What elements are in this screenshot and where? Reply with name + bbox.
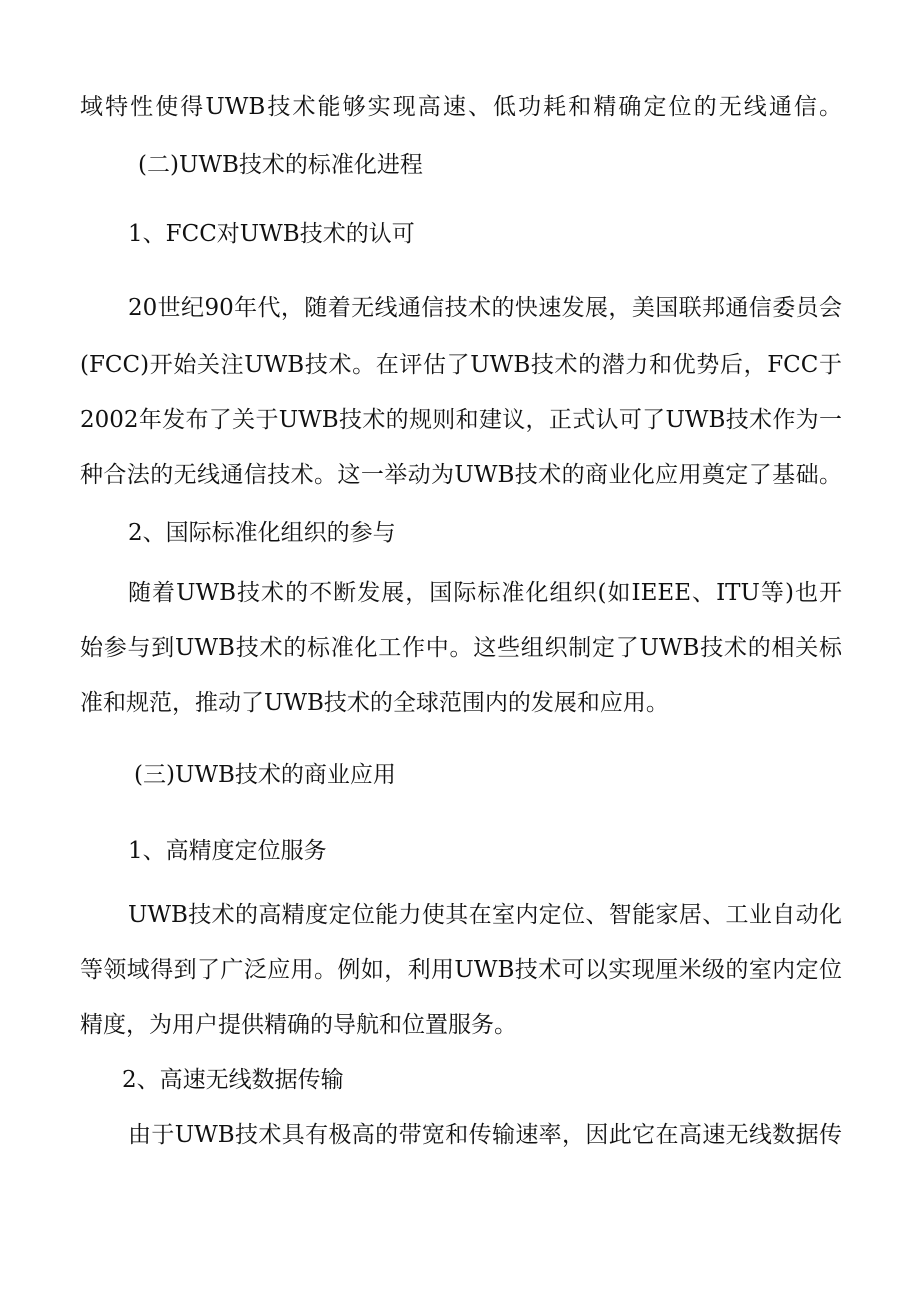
section-heading-commercial-applications: (三)UWB技术的商业应用 — [134, 762, 396, 788]
subheading-positioning-service: 1、高精度定位服务 — [128, 838, 327, 864]
paragraph-line: 准和规范，推动了UWB技术的全球范围内的发展和应用。 — [80, 690, 669, 716]
paragraph-line: 20世纪90年代，随着无线通信技术的快速发展，美国联邦通信委员会 — [128, 295, 842, 321]
paragraph-line: (FCC)开始关注UWB技术。在评估了UWB技术的潜力和优势后，FCC于 — [80, 352, 842, 378]
subheading-international-standards: 2、国际标准化组织的参与 — [128, 520, 396, 546]
paragraph-line: 2002年发布了关于UWB技术的规则和建议，正式认可了UWB技术作为一 — [80, 407, 842, 433]
subheading-fcc-recognition: 1、FCC对UWB技术的认可 — [128, 221, 415, 247]
paragraph-line: 由于UWB技术具有极高的带宽和传输速率，因此它在高速无线数据传 — [128, 1122, 842, 1148]
paragraph-line: UWB技术的高精度定位能力使其在室内定位、智能家居、工业自动化 — [128, 902, 842, 928]
subheading-data-transmission: 2、高速无线数据传输 — [122, 1067, 344, 1093]
paragraph-line: 随着UWB技术的不断发展，国际标准化组织(如IEEE、ITU等)也开 — [128, 580, 842, 606]
section-heading-standardization: (二)UWB技术的标准化进程 — [138, 152, 423, 178]
paragraph-line: 精度，为用户提供精确的导航和位置服务。 — [80, 1012, 517, 1038]
paragraph-line: 始参与到UWB技术的标准化工作中。这些组织制定了UWB技术的相关标 — [80, 635, 842, 661]
paragraph-fragment: 域特性使得UWB技术能够实现高速、低功耗和精确定位的无线通信。 — [80, 94, 842, 120]
paragraph-line: 等领域得到了广泛应用。例如，利用UWB技术可以实现厘米级的室内定位 — [80, 957, 842, 983]
paragraph-line: 种合法的无线通信技术。这一举动为UWB技术的商业化应用奠定了基础。 — [80, 462, 842, 488]
